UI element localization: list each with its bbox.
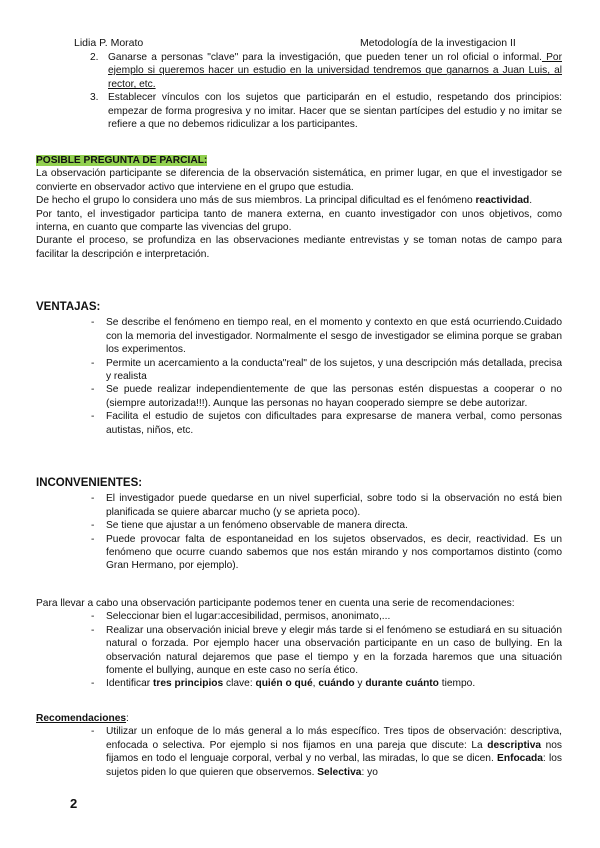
exam-question-heading: POSIBLE PREGUNTA DE PARCIAL: — [36, 155, 208, 166]
list-item: - Facilita el estudio de sujetos con dificultades para expresarse de manera verbal, como personas autistas, niños, etc. — [91, 411, 562, 436]
list-item: - Utilizar un enfoque de lo más general a lo más específico. Tres tipos de observación: descriptiva, enfocada o selectiva. Por ejemplo si nos fijamos en una pareja que discute: La descriptiva nos fijamos en todo el lenguaje corporal, verbal y no verbal, las miradas, lo que se dicen. Enfocada: los sujetos piden lo que quieren que observemos. Selectiva: yo — [91, 726, 562, 778]
list-item: - Se puede realizar independientemente de que las personas estén dispuestas a cooperar o no (siempre autorizada!!!). Aunque las personas no hayan cooperado siempre se debe autorizar. — [91, 384, 562, 409]
page-number: 2 — [70, 796, 78, 811]
list-item: 2. Ganarse a personas "clave" para la investigación, que pueden tener un rol oficial o informal. Por ejemplo si queremos hacer un estudio en la universidad tendremos que ganarnos a Juan Luis, al rector, etc. — [90, 52, 562, 90]
recommendations-section: Recomendaciones: - Utilizar un enfoque de lo más general a lo más específico. Tres tipos de observación: descriptiva, enfocada o selectiva. Por ejemplo si nos fijamos en una pareja que discute: La descriptiva nos fijamos en todo el lenguaje corporal, verbal y no verbal, las miradas, lo que se dicen. Enfocada: los sujetos piden lo que quieren que observemos. Selectiva: yo — [36, 713, 562, 778]
list-item: - Puede provocar falta de espontaneidad en los sujetos observados, es decir, reactividad. Es un fenómeno que ocurre cuando sabemos que nos están mirando y nos comportamos distinto (como Gran Hermano, por ejemplo). — [91, 533, 562, 572]
header-course: Metodología de la investigacion II — [360, 37, 516, 49]
list-item: - Se tiene que ajustar a un fenómeno observable de manera directa. — [91, 520, 408, 532]
list-item: - Permite un acercamiento a la conducta"real" de los sujetos, y una descripción más detallada, precisa y realista — [91, 357, 562, 383]
list-item: - Realizar una observación inicial breve y elegir más tarde si el fenómeno se estudiará en su situación natural o forzada. Por ejemplo hacer una observación participante en un caso de bullying. En la observación natural dejaremos que pase el tiempo y en la forzada haremos que una situación fomente el bullying, aunque en este caso no sería ético. — [91, 624, 562, 677]
recommendations-intro — [36, 597, 562, 691]
header-author: Lidia P. Morato — [74, 37, 144, 49]
list-item: - El investigador puede quedarse en un nivel superficial, sobre todo si la observación no está bien planificada se quiere abarcar mucho (y se aprieta poco). — [91, 493, 562, 518]
list-item: - Seleccionar bien el lugar:accesibilidad, permisos, anonimato,... — [91, 611, 391, 623]
advantages-heading: VENTAJAS: — [36, 301, 101, 313]
advantages-section — [36, 301, 562, 437]
recommendations-heading: Recomendaciones — [36, 713, 127, 724]
list-item: 3. Establecer vínculos con los sujetos que participarán en el estudio, respetando dos principios: empezar de forma progresiva y no imitar. Hacer que se sientan partícipes del estudio y no imitar se refiere a que no debemos ridiculizar a los participantes. — [90, 92, 562, 131]
paragraph: De hecho el grupo lo considera uno más de sus miembros. La principal dificultad es el fenómeno reactividad. — [36, 195, 533, 207]
disadvantages-heading: INCONVENIENTES: — [36, 477, 143, 489]
list-item: - Identificar tres principios clave: quién o qué, cuándo y durante cuánto tiempo. — [91, 678, 476, 690]
paragraph: Para llevar a cabo una observación participante podemos tener en cuenta una serie de recomendaciones: — [36, 598, 515, 609]
paragraph: La observación participante se diferencia de la observación sistemática, en primer lugar, en que el investigador se convierte en observador activo que interviene en el grupo que estudia. — [36, 168, 562, 193]
list-item: - Se describe el fenómeno en tiempo real, en el momento y contexto en que está ocurriendo.Cuidado con la memoria del investigador. Normalmente el sesgo de investigador se elimina porque se graban los experimentos. — [91, 317, 562, 356]
paragraph: Por tanto, el investigador participa tanto de manera externa, en cuanto investigador con unos objetivos, como interna, en cuanto que comparte las vivencias del grupo. — [36, 208, 562, 234]
exam-question-section — [36, 154, 562, 261]
paragraph: Durante el proceso, se profundiza en las observaciones mediante entrevistas y se toman notas de campo para facilitar la descripción e interpretación. — [36, 235, 562, 260]
disadvantages-section — [36, 477, 562, 573]
numbered-list — [36, 51, 562, 131]
